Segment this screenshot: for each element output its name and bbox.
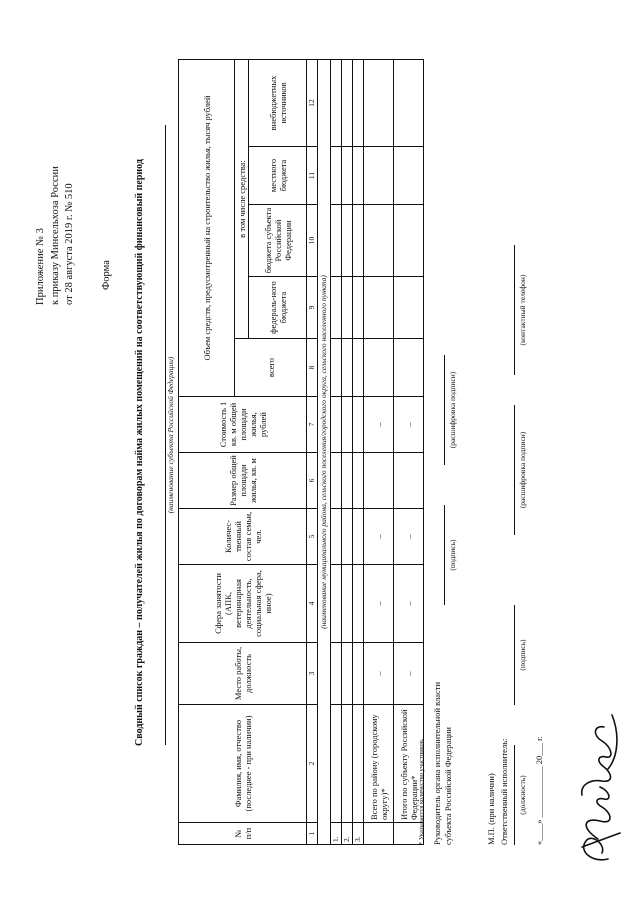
header-employment-sphere: Сфера занятости (АПК, ветеринарная деятельность, социальная сфера, иное) [179,565,307,643]
header-federal-budget: федераль-ного бюджета [249,277,307,339]
dash: – [394,565,424,643]
appendix-line-2: к приказу Минсельхоза России [49,166,61,305]
header-number: № п/п [179,823,307,845]
subject-fill-line [155,125,166,745]
subject-caption: (наименование субъекта Российской Федерации) [166,356,175,514]
dash: – [364,397,394,453]
column-number: 2 [307,705,318,823]
head-decode-caption: (расшифровка подписи) [448,371,457,449]
head-decode-line [444,355,445,465]
dash: – [364,643,394,705]
column-number: 3 [307,643,318,705]
executor-phone-caption: (контактный телефон) [518,274,527,346]
dash: – [364,509,394,565]
dash: – [394,509,424,565]
header-workplace: Место работы, должность [179,643,307,705]
head-sign-caption: (подпись) [448,539,457,571]
header-including: в том числе средства: [235,60,249,339]
executor-label: Ответственный исполнитель: [499,738,509,845]
column-number: 1 [307,823,318,845]
column-number: 5 [307,509,318,565]
column-number: 10 [307,205,318,277]
appendix-line-3: от 28 августа 2019 г. № 510 [64,183,75,305]
footnote: * Указывается количество участников. [418,738,425,845]
column-number: 6 [307,453,318,509]
column-number: 11 [307,147,318,205]
row-number: 3. [353,823,364,845]
header-regional-budget: бюджета субъекта Российской Федерации [249,205,307,277]
dash: – [394,643,424,705]
header-volume: Объем средств, предусмотренный на строительство жилья, тысяч рублей [179,60,235,397]
column-number: 8 [307,339,318,397]
header-full-name: Фамилия, имя, отчество (последнее - при наличии) [179,705,307,823]
column-number: 7 [307,397,318,453]
form-label: Форма [101,260,112,290]
head-label: Руководитель органа исполнительной власти субъекта Российской Федерации [432,681,453,845]
handwritten-signature [562,695,637,865]
dash: – [364,565,394,643]
total-district-row [364,60,394,845]
table-row [353,60,364,845]
header-area: Размер общей площади жилья, кв. м [179,453,307,509]
header-total: всего [235,339,307,397]
executor-phone-line [514,245,515,375]
column-number: 4 [307,565,318,643]
row-number: 2. [342,823,353,845]
executor-sign-line [514,605,515,705]
column-number: 9 [307,277,318,339]
column-number: 12 [307,60,318,147]
row-number: 1. [331,823,342,845]
municipality-caption: (наименование муниципального района, сельского поселения/городского округа, сельского населенного пункта) [318,60,331,845]
recipients-table [178,59,424,845]
executor-sign-caption: (подпись) [518,639,527,671]
table-row [342,60,353,845]
column-numbers-row [307,60,318,845]
total-district-label: Всего по району (городскому округу)* [364,705,394,823]
appendix-line-1: Приложение № 3 [35,228,46,305]
total-subject-label: Итого по субъекту Российской Федерации* [394,705,424,823]
header-cost-per-sqm: Стоимость 1 кв. м общей площади жилья, рублей [179,397,307,453]
document-title: Сводный список граждан – получателей жилья по договорам найма жилых помещений на соответствующий финансовый период [134,159,145,746]
appendix-header [34,166,78,305]
stamp-label: М.П. (при наличии) [486,773,496,845]
executor-position-line [514,745,515,845]
header-local-budget: местного бюджета [249,147,307,205]
total-subject-row [394,60,424,845]
executor-decode-caption: (расшифровка подписи) [518,431,527,509]
header-extrabudgetary: внебюджетных источников [249,60,307,147]
municipality-row [318,60,331,845]
date-line: «____» ____________ 20___ г. [534,736,544,845]
executor-decode-line [514,405,515,535]
head-sign-line [444,505,445,605]
dash: – [394,397,424,453]
header-family-size: Количес-твенный состав семьи, чел. [179,509,307,565]
table-row [331,60,342,845]
executor-position-caption: (должность) [518,775,527,815]
